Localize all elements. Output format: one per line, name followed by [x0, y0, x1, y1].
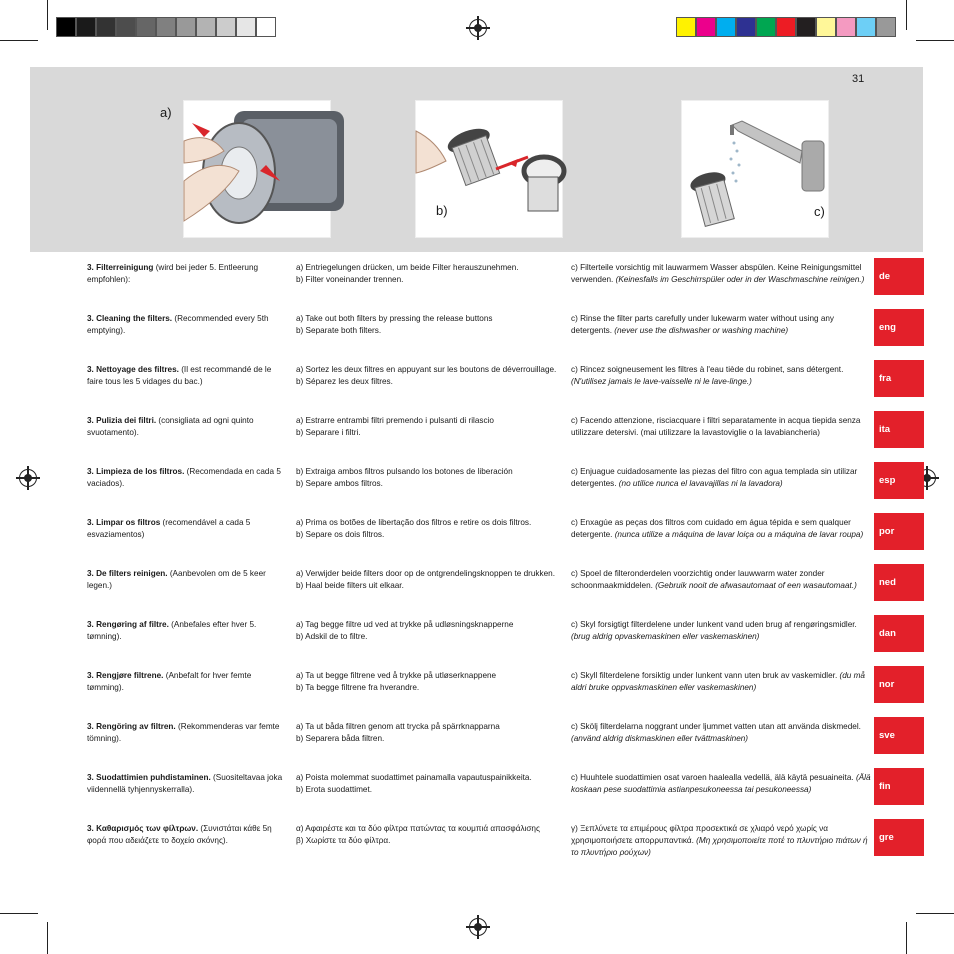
- instruction-row: [0, 568, 954, 618]
- color-swatch: [736, 17, 756, 37]
- language-tab: gre: [874, 819, 924, 856]
- step-note: (Rekommenderas var femte tömning).: [87, 722, 280, 743]
- step-ab-line: b) Separare i filtri.: [296, 428, 361, 437]
- vacuum-filter-release-icon: [184, 101, 330, 237]
- color-swatch: [676, 17, 696, 37]
- step-c-text: c) Rincez soigneusement les filtres à l'eau tiède du robinet, sans détergent.: [571, 365, 844, 374]
- crop-mark: [906, 0, 907, 30]
- step-c: [571, 466, 871, 490]
- step-ab: [296, 364, 562, 388]
- step-c: [571, 721, 871, 745]
- step-c-text: c) Skyll filterdelene forsiktig under lunkent vann uten bruk av vaskemidler.: [571, 671, 840, 680]
- step-heading: 3. Nettoyage des filtres.: [87, 365, 179, 374]
- crop-mark: [47, 0, 48, 30]
- step-note: (recomendável a cada 5 esvaziamentos): [87, 518, 251, 539]
- step-note: (Συνιστάται κάθε 5η φορά που αδειάζετε το δοχείο σκόνης).: [87, 824, 272, 845]
- step-ab-line: b) Extraiga ambos filtros pulsando los botones de liberación: [296, 467, 513, 476]
- step-title: [87, 415, 287, 439]
- step-ab: [296, 262, 562, 286]
- step-ab: [296, 415, 562, 439]
- color-swatch: [856, 17, 876, 37]
- step-ab-line: b) Separate both filters.: [296, 326, 382, 335]
- step-c-text: γ) Ξεπλύνετε τα επιμέρους φίλτρα προσεκτικά σε χλιαρό νερό χωρίς να χρησιμοποιήσετε απορρυπαντικά.: [571, 824, 828, 845]
- step-ab-line: a) Verwijder beide filters door op de ontgrendelingsknoppen te drukken.: [296, 569, 555, 578]
- language-tab: nor: [874, 666, 924, 703]
- step-c-text: c) Skölj filterdelarna noggrant under ljummet vatten utan att använda diskmedel.: [571, 722, 861, 731]
- step-title: [87, 772, 287, 796]
- registration-mark-icon: [469, 19, 487, 37]
- instruction-row: [0, 670, 954, 720]
- instruction-row: [0, 313, 954, 363]
- step-ab: [296, 568, 562, 592]
- instruction-row: [0, 721, 954, 771]
- step-c-note: (Keinesfalls im Geschirrspüler oder in der Waschmaschine reinigen.): [615, 275, 865, 284]
- step-heading: 3. Καθαρισμός των φίλτρων.: [87, 824, 199, 833]
- step-ab-line: a) Take out both filters by pressing the release buttons: [296, 314, 493, 323]
- step-ab-line: b) Separe os dois filtros.: [296, 530, 385, 539]
- language-tab: dan: [874, 615, 924, 652]
- step-note: (wird bei jeder 5. Entleerung empfohlen):: [87, 263, 259, 284]
- step-c: [571, 772, 871, 796]
- color-swatch: [76, 17, 96, 37]
- language-tab: ned: [874, 564, 924, 601]
- color-swatch: [216, 17, 236, 37]
- color-swatch: [176, 17, 196, 37]
- step-ab-line: a) Ta ut begge filtrene ved å trykke på utløserknappene: [296, 671, 497, 680]
- illustration-c: [681, 100, 829, 238]
- color-swatch: [196, 17, 216, 37]
- step-ab-line: a) Ta ut båda filtren genom att trycka på spärrknapparna: [296, 722, 500, 731]
- crop-mark: [906, 922, 907, 954]
- color-swatch: [56, 17, 76, 37]
- step-note: (Anbefales efter hver 5. tømning).: [87, 620, 257, 641]
- step-ab-line: b) Séparez les deux filtres.: [296, 377, 393, 386]
- step-c-note: (Gebruik nooit de afwasautomaat of een wasautomaat.): [655, 581, 857, 590]
- step-title: [87, 313, 287, 337]
- step-c-note: (brug aldrig opvaskemaskinen eller vaskemaskinen): [571, 632, 760, 641]
- step-heading: 3. Suodattimien puhdistaminen.: [87, 773, 211, 782]
- registration-mark-icon: [469, 918, 487, 936]
- color-swatch: [156, 17, 176, 37]
- step-c-note: (Älä koskaan pese suodattimia astianpesukoneessa tai pesukoneessa): [571, 773, 871, 794]
- step-note: (Recomendada en cada 5 vaciados).: [87, 467, 281, 488]
- instruction-row: [0, 262, 954, 312]
- step-c: [571, 568, 871, 592]
- step-note: (Anbefalt for hver femte tømming).: [87, 671, 252, 692]
- instruction-row: [0, 823, 954, 873]
- step-c-note: (använd aldrig diskmaskinen eller tvättmaskinen): [571, 734, 749, 743]
- grayscale-color-bar: [56, 17, 276, 37]
- step-c-note: (nunca utilize a máquina de lavar loiça ou a máquina de lavar roupa): [614, 530, 864, 539]
- step-ab-line: a) Sortez les deux filtres en appuyant sur les boutons de déverrouillage.: [296, 365, 557, 374]
- color-swatch: [776, 17, 796, 37]
- step-ab: [296, 517, 562, 541]
- process-color-bar: [676, 17, 896, 37]
- crop-mark: [916, 913, 954, 914]
- step-c: [571, 670, 871, 694]
- color-swatch: [816, 17, 836, 37]
- color-swatch: [136, 17, 156, 37]
- step-ab: [296, 772, 562, 796]
- instruction-row: [0, 364, 954, 414]
- step-ab: [296, 466, 562, 490]
- illustration-label-c: c): [814, 204, 825, 219]
- step-c: [571, 364, 871, 388]
- page-number: 31: [852, 73, 865, 85]
- illustration-label-b: b): [436, 203, 448, 218]
- step-heading: 3. Pulizia dei filtri.: [87, 416, 157, 425]
- step-note: (Recommended every 5th emptying).: [87, 314, 269, 335]
- step-ab-line: a) Entriegelungen drücken, um beide Filter herauszunehmen.: [296, 263, 519, 272]
- step-title: [87, 823, 287, 847]
- language-tab: ita: [874, 411, 924, 448]
- instruction-row: [0, 466, 954, 516]
- color-swatch: [836, 17, 856, 37]
- step-c-note: (never use the dishwasher or washing machine): [614, 326, 789, 335]
- step-c-text: c) Enxagúe as peças dos filtros com cuidado em água tépida e sem qualquer detergente.: [571, 518, 851, 539]
- color-swatch: [96, 17, 116, 37]
- crop-mark: [0, 913, 38, 914]
- step-heading: 3. Rengøring af filtre.: [87, 620, 169, 629]
- step-ab: [296, 619, 562, 643]
- faucet-rinse-icon: [682, 101, 828, 237]
- step-title: [87, 568, 287, 592]
- step-ab: [296, 721, 562, 745]
- step-c-text: c) Skyl forsigtigt filterdelene under lunkent vand uden brug af rengøringsmidler.: [571, 620, 857, 629]
- step-ab-line: b) Haal beide filters uit elkaar.: [296, 581, 404, 590]
- instruction-row: [0, 517, 954, 567]
- step-ab: [296, 313, 562, 337]
- step-ab-line: b) Separera båda filtren.: [296, 734, 385, 743]
- step-ab-line: b) Filter voneinander trennen.: [296, 275, 404, 284]
- illustration-b: [415, 100, 563, 238]
- step-c-text: c) Filterteile vorsichtig mit lauwarmem Wasser abspülen. Keine Reinigungsmittel verwenden.: [571, 263, 862, 284]
- step-title: [87, 517, 287, 541]
- color-swatch: [696, 17, 716, 37]
- step-c: [571, 823, 871, 859]
- step-heading: 3. De filters reinigen.: [87, 569, 168, 578]
- instruction-row: [0, 619, 954, 669]
- illustration-a: [160, 100, 331, 238]
- step-ab-line: β) Χωρίστε τα δύο φίλτρα.: [296, 836, 391, 845]
- step-heading: 3. Rengöring av filtren.: [87, 722, 176, 731]
- step-ab: [296, 823, 562, 847]
- step-title: [87, 364, 287, 388]
- illustration-label-a: a): [160, 105, 172, 120]
- step-c-text: c) Facendo attenzione, risciacquare i filtri separatamente in acqua tiepida senza utilizzare detersivi. (mai utilizzare la lavastoviglie o la lavabiancheria): [571, 416, 861, 437]
- color-swatch: [756, 17, 776, 37]
- step-c: [571, 262, 871, 286]
- language-tab: por: [874, 513, 924, 550]
- step-c-note: (Μη χρησιμοποιείτε ποτέ το πλυντήριο πιάτων ή το πλυντήριο ρούχων): [571, 836, 868, 857]
- step-ab-line: a) Tag begge filtre ud ved at trykke på udløsningsknapperne: [296, 620, 514, 629]
- step-title: [87, 721, 287, 745]
- step-heading: 3. Cleaning the filters.: [87, 314, 173, 323]
- step-c-text: c) Enjuague cuidadosamente las piezas del filtro con agua templada sin utilizar detergentes.: [571, 467, 858, 488]
- step-ab-line: b) Erota suodattimet.: [296, 785, 372, 794]
- step-note: (Suositeltavaa joka viidennellä tyhjennyskerralla).: [87, 773, 283, 794]
- step-c-note: (N'utilisez jamais le lave-vaisselle ni le lave-linge.): [571, 377, 752, 386]
- color-swatch: [796, 17, 816, 37]
- step-c: [571, 619, 871, 643]
- color-swatch: [876, 17, 896, 37]
- color-swatch: [256, 17, 276, 37]
- step-c-note: (no utilice nunca el lavavajillas ni la lavadora): [618, 479, 783, 488]
- language-tab: fra: [874, 360, 924, 397]
- step-title: [87, 466, 287, 490]
- step-note: (Il est recommandé de le faire tous les 5 vidages du bac.): [87, 365, 272, 386]
- step-ab: [296, 670, 562, 694]
- step-ab-line: a) Prima os botões de libertação dos filtros e retire os dois filtros.: [296, 518, 532, 527]
- instruction-row: [0, 415, 954, 465]
- step-c-text: c) Rinse the filter parts carefully under lukewarm water without using any detergents.: [571, 314, 835, 335]
- step-title: [87, 670, 287, 694]
- step-heading: 3. Filterreinigung: [87, 263, 154, 272]
- step-c: [571, 517, 871, 541]
- language-tab: sve: [874, 717, 924, 754]
- language-tab: fin: [874, 768, 924, 805]
- language-tab: esp: [874, 462, 924, 499]
- step-note: (Aanbevolen om de 5 keer legen.): [87, 569, 266, 590]
- language-tab: de: [874, 258, 924, 295]
- step-c: [571, 415, 871, 439]
- step-c-text: c) Spoel de filteronderdelen voorzichtig onder lauwwarm water zonder schoonmaakmiddelen.: [571, 569, 825, 590]
- step-c: [571, 313, 871, 337]
- crop-mark: [0, 40, 38, 41]
- color-swatch: [716, 17, 736, 37]
- color-swatch: [236, 17, 256, 37]
- step-c-text: c) Huuhtele suodattimien osat varoen haalealla vedellä, älä käytä pesuaineita.: [571, 773, 856, 782]
- step-note: (consigliata ad ogni quinto svuotamento).: [87, 416, 254, 437]
- step-heading: 3. Rengjøre filtrene.: [87, 671, 164, 680]
- step-heading: 3. Limpar os filtros: [87, 518, 161, 527]
- language-tab: eng: [874, 309, 924, 346]
- step-ab-line: α) Αφαιρέστε και τα δύο φίλτρα πατώντας τα κουμπιά απασφάλισης: [296, 824, 540, 833]
- instruction-row: [0, 772, 954, 822]
- step-c-note: (du må aldri bruke oppvaskmaskinen eller vaskemaskinen): [571, 671, 865, 692]
- step-ab-line: b) Separe ambos filtros.: [296, 479, 383, 488]
- step-title: [87, 619, 287, 643]
- step-ab-line: b) Adskil de to filtre.: [296, 632, 368, 641]
- color-swatch: [116, 17, 136, 37]
- crop-mark: [916, 40, 954, 41]
- step-title: [87, 262, 287, 286]
- step-ab-line: a) Poista molemmat suodattimet painamalla vapautuspainikkeita.: [296, 773, 532, 782]
- crop-mark: [47, 922, 48, 954]
- step-ab-line: b) Ta begge filtrene fra hverandre.: [296, 683, 420, 692]
- step-heading: 3. Limpieza de los filtros.: [87, 467, 185, 476]
- step-ab-line: a) Estrarre entrambi filtri premendo i pulsanti di rilascio: [296, 416, 494, 425]
